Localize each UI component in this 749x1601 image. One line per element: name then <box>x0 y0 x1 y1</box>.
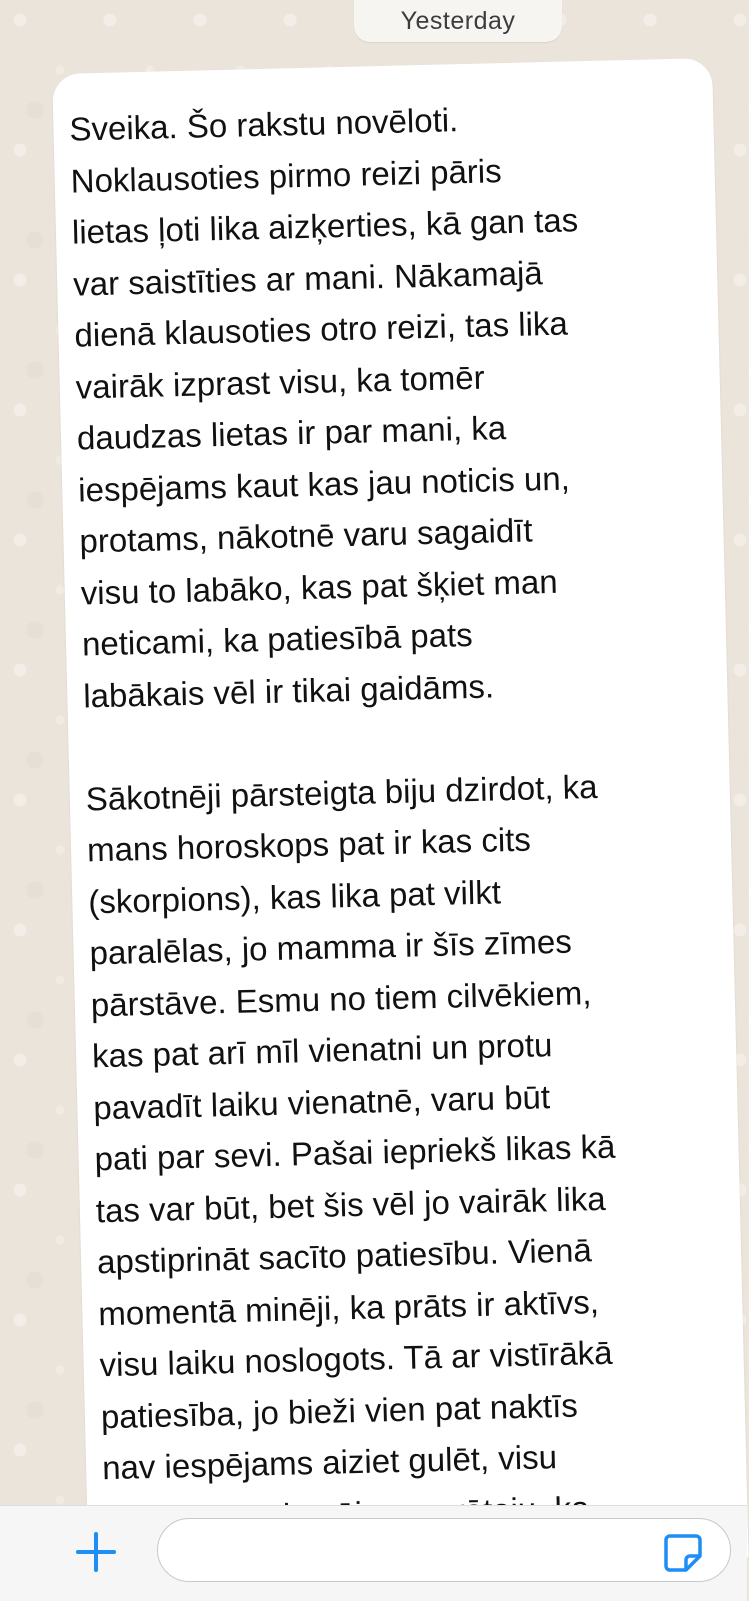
message-input-bar <box>0 1505 747 1601</box>
message-line: apstiprināt sacīto patiesību. Vienā <box>96 1231 593 1281</box>
date-label: Yesterday <box>400 6 516 35</box>
message-line: Sveika. Šo rakstu novēloti. <box>68 101 459 148</box>
message-line: Noklausoties pirmo reizi pāris <box>70 151 503 200</box>
message-line: iespējams kaut kas jau noticis un, <box>77 459 571 509</box>
message-line: paralēlas, jo mamma ir šīs zīmes <box>89 922 573 972</box>
message-line: protams, nākotnē varu sagaidīt <box>79 511 533 560</box>
message-line: kas pat arī mīl vienatni un protu <box>91 1026 553 1075</box>
message-line: visu to labāko, kas pat šķiet man <box>80 562 558 612</box>
message-line: pati par sevi. Pašai iepriekš likas kā <box>94 1127 616 1178</box>
sticker-icon <box>662 1532 704 1574</box>
message-line: mans horoskops pat ir kas cits <box>86 820 532 869</box>
message-line: lietas ļoti lika aizķerties, kā gan tas <box>71 201 579 251</box>
message-line: var saistīties ar mani. Nākamajā <box>72 253 544 303</box>
sticker-button[interactable] <box>660 1530 706 1576</box>
date-separator <box>354 0 562 42</box>
plus-icon <box>74 1530 118 1574</box>
message-line: tas var būt, bet šis vēl jo vairāk lika <box>95 1179 607 1229</box>
message-line: daudzas lietas ir par mani, ka <box>76 409 507 457</box>
message-text <box>69 88 744 1545</box>
message-line: patiesība, jo bieži vien pat naktīs <box>100 1386 579 1435</box>
message-line: dienā klausoties otro reizi, tas lika <box>74 304 569 354</box>
message-line: pārstāve. Esmu no tiem cilvēkiem, <box>90 973 592 1023</box>
message-line: neticami, ka patiesībā pats <box>81 615 474 663</box>
message-line: vairāk izprast visu, ka tomēr <box>75 358 486 406</box>
message-bubble[interactable] <box>52 58 748 1574</box>
message-line: nav iespējams aiziet gulēt, visu <box>101 1438 558 1487</box>
message-line: pavadīt laiku vienatnē, varu būt <box>92 1077 551 1126</box>
message-line: visu laiku noslogots. Tā ar vistīrākā <box>99 1333 613 1384</box>
attach-button[interactable] <box>68 1524 124 1580</box>
message-line: (skorpions), kas lika pat vilkt <box>87 872 502 920</box>
message-input[interactable] <box>157 1518 731 1582</box>
message-line: momentā minēji, ka prāts ir aktīvs, <box>97 1282 600 1332</box>
message-line: Sākotnēji pārsteigta biju dzirdot, ka <box>85 767 598 817</box>
message-line: labākais vēl ir tikai gaidāms. <box>82 666 495 714</box>
